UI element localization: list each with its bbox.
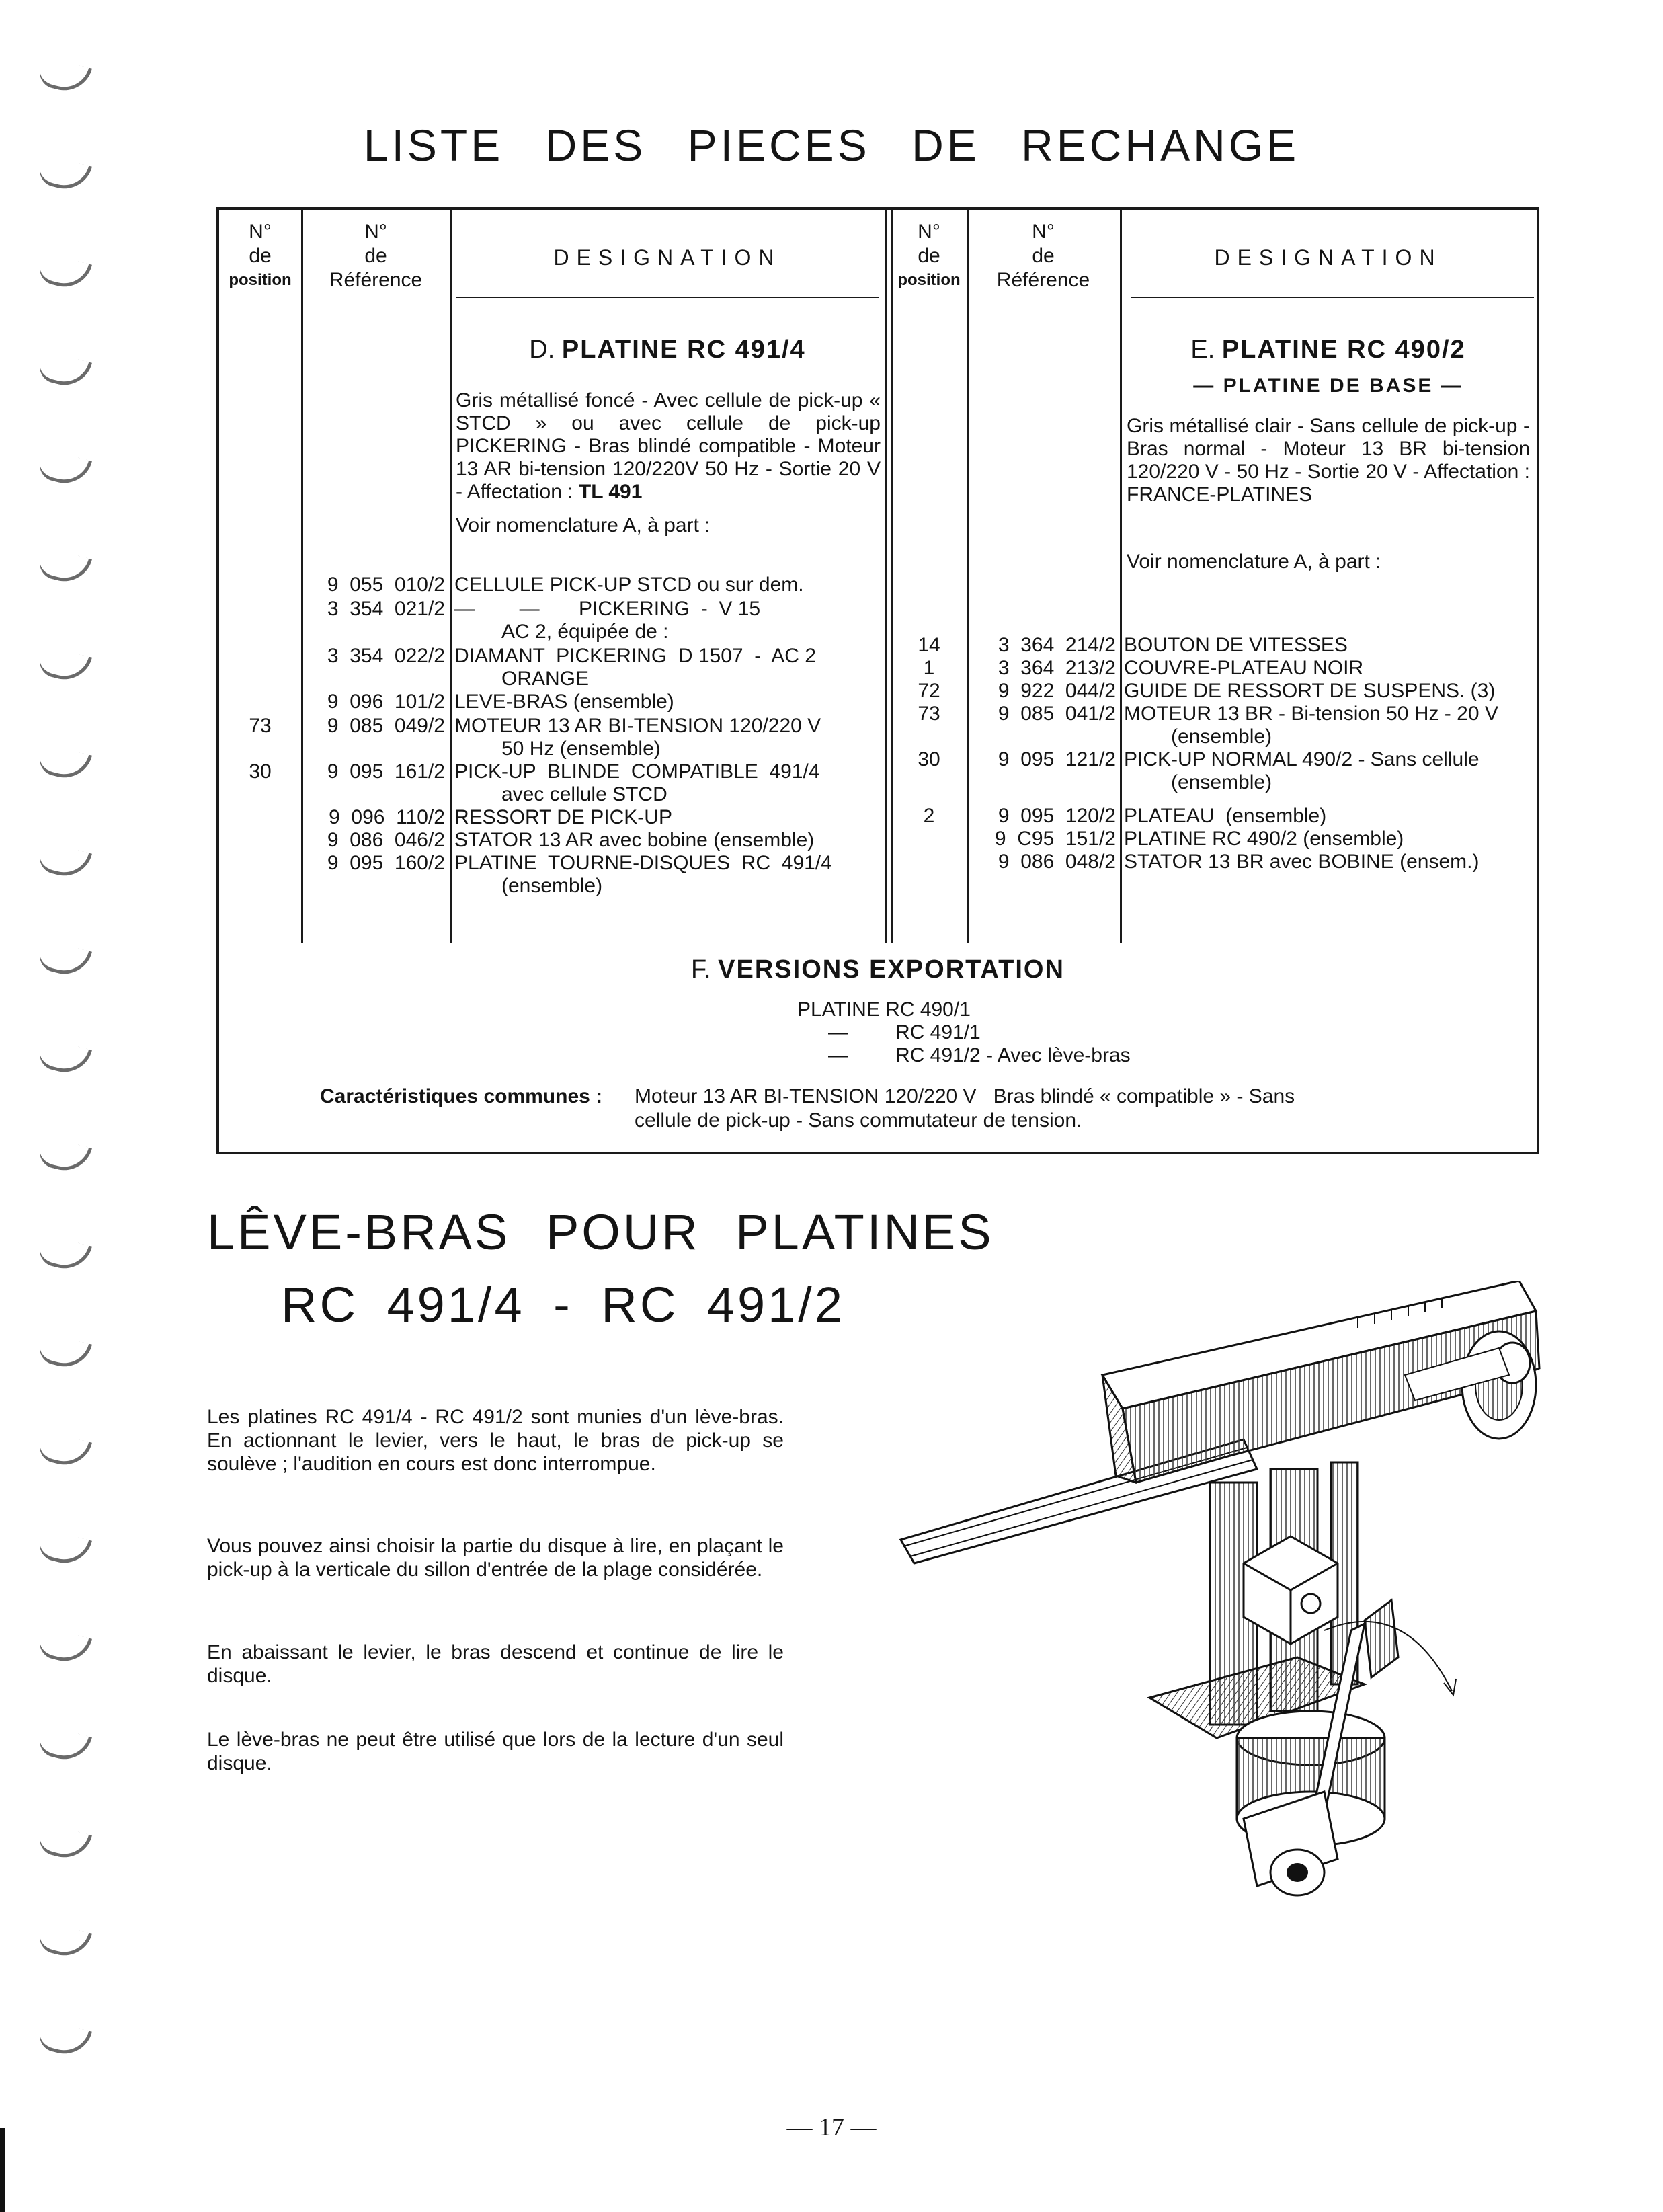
part-designation: LEVE-BRAS (ensemble)	[454, 690, 674, 713]
part-designation: MOTEUR 13 BR - Bi-tension 50 Hz - 20 V	[1124, 703, 1498, 725]
header-rule	[1131, 297, 1534, 298]
export-line: RC 491/1	[895, 1021, 981, 1043]
reference-number: 9 095 160/2	[327, 852, 445, 874]
part-designation: STATOR 13 AR avec bobine (ensemble)	[454, 829, 815, 851]
position-number: 14	[918, 634, 940, 656]
section-d-title: D. PLATINE RC 491/4	[529, 335, 806, 364]
export-dash: —	[828, 1044, 848, 1066]
binding-hole	[36, 351, 92, 391]
part-designation: CELLULE PICK-UP STCD ou sur dem.	[454, 574, 804, 596]
parts-table	[216, 207, 1539, 1154]
binding-hole	[36, 1529, 92, 1569]
binding-hole	[36, 1627, 92, 1667]
header-designation: DESIGNATION	[1214, 245, 1443, 270]
position-number: 30	[918, 748, 940, 771]
part-designation: PICK-UP BLINDE COMPATIBLE 491/4	[454, 760, 820, 783]
page-title: LISTE DES PIECES DE RECHANGE	[363, 120, 1300, 170]
export-dash: —	[828, 1021, 848, 1043]
reference-number: 9 C95 151/2	[994, 828, 1116, 850]
position-number: 73	[918, 703, 940, 725]
spiral-binding	[39, 62, 99, 2079]
binding-hole	[36, 1823, 92, 1864]
column-divider	[1120, 210, 1122, 943]
reference-number: 9 096 110/2	[329, 806, 445, 828]
binding-hole	[36, 56, 92, 97]
reference-number: 9 086 046/2	[327, 829, 445, 851]
binding-hole	[36, 1038, 92, 1078]
lift-subtitle: RC 491/4 - RC 491/2	[281, 1277, 846, 1333]
position-number: 72	[918, 680, 940, 702]
arm-lift-illustration	[894, 1281, 1559, 1933]
lift-paragraph: Les platines RC 491/4 - RC 491/2 sont munies d'un lève-bras. En actionnant le levier, vers le haut, le bras de pick-up se soulève ; l'audition en cours est donc interrompue.	[207, 1406, 784, 1475]
part-designation-continued: AC 2, équipée de :	[501, 621, 669, 643]
lift-paragraph: Le lève-bras ne peut être utilisé que lors de la lecture d'un seul disque.	[207, 1729, 784, 1774]
section-f-title: F. VERSIONS EXPORTATION	[691, 955, 1065, 984]
part-designation: PICK-UP NORMAL 490/2 - Sans cellule	[1124, 748, 1479, 771]
binding-hole	[36, 1922, 92, 1962]
binding-hole	[36, 2020, 92, 2060]
binding-hole	[36, 1234, 92, 1275]
column-divider	[891, 210, 893, 943]
reference-number: 3 354 021/2	[327, 598, 445, 620]
binding-hole	[36, 940, 92, 980]
reference-number: 9 085 041/2	[998, 703, 1116, 725]
section-e-description: Gris métallisé clair - Sans cellule de pick-up - Bras normal - Moteur 13 BR bi-tension 120/220 V - 50 Hz - Sortie 20 V - Affectation : FRANCE-PLATINES	[1127, 415, 1530, 506]
part-designation: COUVRE-PLATEAU NOIR	[1124, 657, 1364, 679]
part-designation: — — PICKERING - V 15	[454, 598, 761, 620]
reference-number: 9 086 048/2	[998, 851, 1116, 873]
reference-number: 9 095 120/2	[998, 805, 1116, 827]
binding-hole	[36, 253, 92, 293]
page-number: — 17 —	[786, 2113, 877, 2141]
header-designation: DESIGNATION	[553, 245, 782, 270]
binding-hole	[36, 1136, 92, 1177]
part-designation-continued: 50 Hz (ensemble)	[501, 738, 661, 760]
binding-hole	[36, 449, 92, 489]
part-designation-continued: ORANGE	[501, 668, 590, 690]
column-divider	[967, 210, 969, 943]
position-number: 73	[249, 715, 272, 737]
column-divider	[450, 210, 452, 943]
common-characteristics-text: cellule de pick-up - Sans commutateur de tension.	[635, 1109, 1082, 1132]
binding-hole	[36, 1431, 92, 1471]
reference-number: 9 095 121/2	[998, 748, 1116, 771]
lift-paragraph: Vous pouvez ainsi choisir la partie du disque à lire, en plaçant le pick-up à la verticale du sillon d'entrée de la plage considérée.	[207, 1535, 784, 1581]
part-designation-continued: (ensemble)	[501, 875, 603, 897]
part-designation: BOUTON DE VITESSES	[1124, 634, 1348, 656]
position-number: 30	[249, 760, 272, 783]
reference-number: 9 085 049/2	[327, 715, 445, 737]
header-position: N° de position	[897, 221, 961, 289]
part-designation: STATOR 13 BR avec BOBINE (ensem.)	[1124, 851, 1479, 873]
export-line: RC 491/2 - Avec lève-bras	[895, 1044, 1131, 1066]
column-divider	[885, 210, 887, 943]
part-designation: RESSORT DE PICK-UP	[454, 806, 672, 828]
reference-number: 9 055 010/2	[327, 574, 445, 596]
section-e-title: E. PLATINE RC 490/2	[1190, 335, 1466, 364]
part-designation-continued: avec cellule STCD	[501, 783, 667, 805]
position-number: 2	[923, 805, 935, 827]
part-designation-continued: (ensemble)	[1171, 725, 1272, 748]
reference-number: 3 364 213/2	[998, 657, 1116, 679]
section-d-note: Voir nomenclature A, à part :	[456, 514, 711, 537]
section-d-description: Gris métallisé foncé - Avec cellule de pick-up « STCD » ou avec cellule de pick-up PICKERING - Bras blindé compatible - Moteur 13 AR bi-tension 120/220V 50 Hz - Sortie 20 V - Affectation : TL 491	[456, 389, 881, 503]
header-reference: N° de Référence	[329, 221, 423, 291]
part-designation: PLATINE RC 490/2 (ensemble)	[1124, 828, 1404, 850]
binding-hole	[36, 744, 92, 784]
section-e-note: Voir nomenclature A, à part :	[1127, 551, 1381, 573]
part-designation: PLATINE TOURNE-DISQUES RC 491/4	[454, 852, 832, 874]
export-line: PLATINE RC 490/1	[797, 998, 971, 1021]
part-designation: DIAMANT PICKERING D 1507 - AC 2	[454, 645, 816, 667]
common-characteristics-text: Moteur 13 AR BI-TENSION 120/220 V Bras blindé « compatible » - Sans	[635, 1085, 1295, 1107]
lift-paragraph: En abaissant le levier, le bras descend et continue de lire le disque.	[207, 1641, 784, 1687]
reference-number: 3 364 214/2	[998, 634, 1116, 656]
common-characteristics-label: Caractéristiques communes :	[320, 1085, 603, 1107]
lift-title: LÊVE-BRAS POUR PLATINES	[207, 1204, 994, 1260]
reference-number: 9 922 044/2	[998, 680, 1116, 702]
header-position: N° de position	[229, 221, 292, 289]
reference-number: 9 095 161/2	[327, 760, 445, 783]
position-number: 1	[923, 657, 935, 679]
binding-hole	[36, 1725, 92, 1766]
reference-number: 3 354 022/2	[327, 645, 445, 667]
part-designation: GUIDE DE RESSORT DE SUSPENS. (3)	[1124, 680, 1496, 702]
part-designation: MOTEUR 13 AR BI-TENSION 120/220 V	[454, 715, 821, 737]
part-designation: PLATEAU (ensemble)	[1124, 805, 1327, 827]
binding-hole	[36, 842, 92, 882]
reference-number: 9 096 101/2	[327, 690, 445, 713]
header-rule	[456, 297, 879, 298]
header-reference: N° de Référence	[996, 221, 1090, 291]
column-divider	[301, 210, 303, 943]
binding-hole	[36, 1333, 92, 1373]
binding-hole	[36, 645, 92, 686]
part-designation-continued: (ensemble)	[1171, 771, 1272, 793]
section-e-subtitle: — PLATINE DE BASE —	[1193, 374, 1463, 397]
binding-hole	[36, 547, 92, 588]
